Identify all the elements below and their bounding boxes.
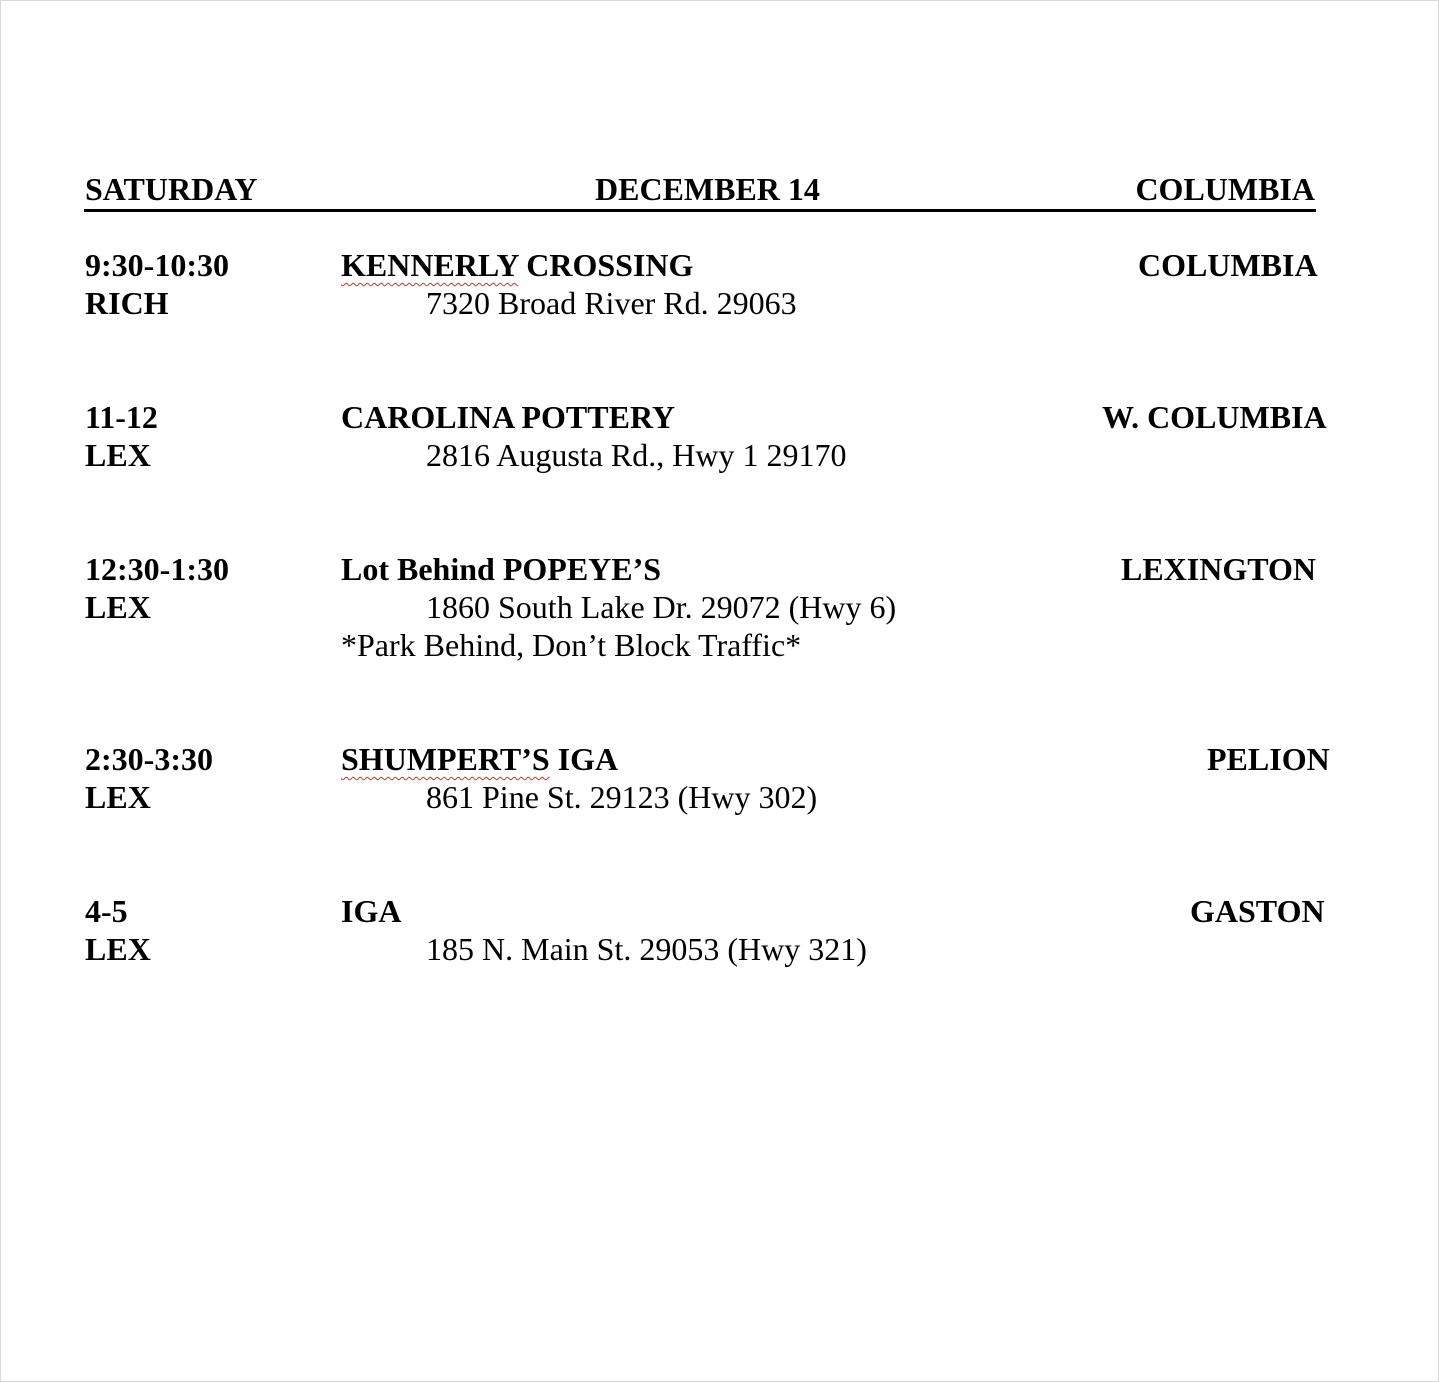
- entry-city: COLUMBIA: [1138, 247, 1318, 283]
- entry-time: 4-5: [85, 893, 128, 929]
- header-date: DECEMBER 14: [595, 171, 820, 207]
- schedule-entry: [1, 550, 1439, 670]
- entry-address: 2816 Augusta Rd., Hwy 1 29170: [426, 437, 847, 473]
- schedule-header: [84, 169, 1316, 212]
- entry-address: 185 N. Main St. 29053 (Hwy 321): [426, 931, 867, 967]
- entry-city: LEXINGTON: [1121, 551, 1317, 587]
- entry-location: IGA: [341, 893, 402, 929]
- entry-area: LEX: [85, 931, 151, 967]
- entry-city: W. COLUMBIA: [1102, 399, 1327, 435]
- entry-city: GASTON: [1190, 893, 1325, 929]
- entry-address: 7320 Broad River Rd. 29063: [426, 285, 797, 321]
- entry-location: CAROLINA POTTERY: [341, 399, 676, 435]
- schedule-entry: [1, 398, 1439, 518]
- entry-area: LEX: [85, 779, 151, 815]
- entry-time: 12:30-1:30: [85, 551, 229, 587]
- header-city: COLUMBIA: [1135, 171, 1315, 207]
- entry-note: *Park Behind, Don’t Block Traffic*: [341, 627, 802, 663]
- entry-address: 1860 South Lake Dr. 29072 (Hwy 6): [426, 589, 897, 625]
- schedule-entry: [1, 246, 1439, 366]
- entry-area: LEX: [85, 589, 151, 625]
- spellcheck-word: KENNERLY: [341, 247, 519, 283]
- entry-area: RICH: [85, 285, 169, 321]
- schedule-entry: [1, 892, 1439, 1012]
- entry-time: 11-12: [85, 399, 158, 435]
- schedule-entry: [1, 740, 1439, 860]
- entry-location: [341, 246, 693, 284]
- entry-address: 861 Pine St. 29123 (Hwy 302): [426, 779, 818, 815]
- entry-city: PELION: [1207, 741, 1330, 777]
- spellcheck-word: SHUMPERT’S: [341, 741, 550, 777]
- location-rest: CROSSING: [518, 247, 694, 283]
- entry-location: [341, 740, 618, 778]
- entry-location: Lot Behind POPEYE’S: [341, 551, 662, 587]
- header-day: SATURDAY: [85, 171, 258, 207]
- entry-time: 2:30-3:30: [85, 741, 213, 777]
- entry-area: LEX: [85, 437, 151, 473]
- location-rest: IGA: [549, 741, 619, 777]
- entry-time: 9:30-10:30: [85, 247, 229, 283]
